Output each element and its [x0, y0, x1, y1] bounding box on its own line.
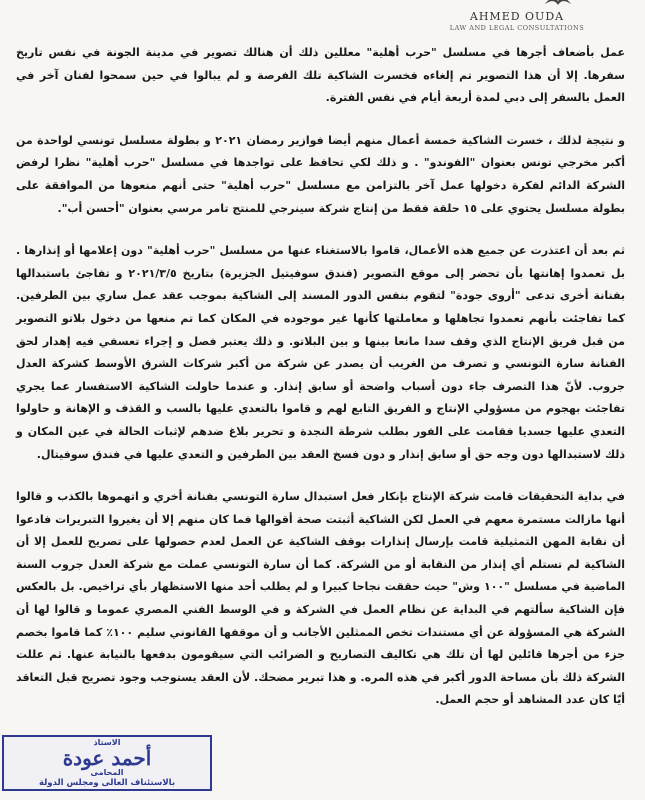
paragraph-2: و نتيجة لذلك ، خسرت الشاكية خمسة أعمال منهم أيضا فوازير رمضان ٢٠٢١ و بطولة مسلسل تونسي لواحدة من أكبر مخرجي تونس بعنوان "الفوندو" . و ذلك لكي تحافظ على تواجدها في مسلسل "حرب أهلية" نظرا لرفض الشركة الدائم لفكرة دخولها عمل آخر بالتزامن مع مسلسل "حرب أهلية" حتى أنهم منعوها من الموافقة على بطولة مسلسل يحتوي على ١٥ حلقة فقط من إنتاج شركة سينرجي للمنتج تامر مرسي بعنوان "أحسن أب".: [16, 133, 625, 215]
paragraph-3: ثم بعد أن اعتذرت عن جميع هذه الأعمال، قاموا بالاستغناء عنها من مسلسل "حرب أهلية" دون إعلامها أو إنذارها . بل تعمدوا إهانتها بأن تحضر إلى موقع التصوير (فندق سوفيتيل الجزيرة) بتاريخ ٢٠٢١/٣/٥ و تفاجئ باستبدالها بفنانة أخرى تدعى "أروى جودة" لتقوم بنفس الدور المسند إلى الشاكية بموجب عقد عمل ساري بين الطرفين. كما تفاجئت بأنهم تعمدوا تجاهلها و معاملتها كأنها غير موجوده في المكان كما تم منعها من دخول بلاتو التصوير من قبل فريق الإنتاج الذي وقف سدا مانعا بينها و بين البلاتو. و ذلك يعتبر فصل و إجراء تعسفي فيه إهدار لحق الفنانة سارة التونسي و تصرف من الغريب أن يصدر عن شركة من أكبر شركات الشرق الأوسط كشركة العدل جروب. لأنّ هذا التصرف جاء دون أسباب واضحة أو سابق إنذار. و عندما حاولت الشاكية الاستفسار عما يجري تفاجئت بهجوم من مسؤولي الإنتاج و الفريق التابع لهم و قاموا بالتعدي عليها بالسب و القذف و الإهانة و حاولوا التعدي عليها جسديا فقامت على الفور بطلب شرطة النجدة و تحرير بلاغ ضدهم لإثبات الحالة في عين المكان و ذلك لاستبدالها دون وجه حق أو سابق إنذار و دون فسخ العقد بين الطرفين و التعدي عليها في فندق سوفيتال.: [16, 244, 626, 461]
stamp-title: الاستاذ: [93, 738, 121, 747]
lawyer-stamp: [2, 735, 212, 791]
letterhead: [425, 0, 645, 34]
paragraph-1: عمل بأضعاف أجرها في مسلسل "حرب أهلية" معللين ذلك أن هنالك تصوير في مدينة الجونة في نفس تاريخ سفرها. إلا أن هذا التصوير تم إلغاءه فخسرت الشاكية تلك الفرصة و لم يبالوا في حين سمحوا لفنان آخر في العمل بالسفر إلى دبي لمدة أربعة أيام في نفس الفترة.: [16, 46, 625, 105]
stamp-court: بالاستئناف العالى ومجلس الدولة: [38, 778, 176, 788]
firm-name: AHMED OUDA: [469, 10, 565, 23]
stamp-role: المحامى: [90, 768, 124, 777]
bird-logo-icon: [543, 0, 573, 8]
stamp-name: أحمد عودة: [62, 746, 152, 770]
paragraph-4: في بداية التحقيقات قامت شركة الإنتاج بإنكار فعل استبدال سارة التونسي بفنانة أخري و اتهموها بالكذب و قالوا أنها مازالت مستمرة معهم في العمل لكن الشاكية أثبتت صحة أقوالها فما كان منهم إلا أن يغيروا التبريرات فادعوا أن نقابة المهن التمثيلية قامت بإرسال إنذارات بوقف الشاكية عن العمل لعدم حصولها على تصريح للعمل إلا أن الشاكية لم تستلم أي إنذار من النقابة أو من الشركة. كما أن سارة التونسي عملت مع شركة العدل جروب السنة الماضية في مسلسل "١٠٠ وش" حيث حققت نجاحا كبيرا و لم يطلب أحد منها الاستظهار بأي تراخيص. بل بالعكس فإن الشاكية سألتهم في البداية عن نظام العمل في الشركة و في الوسط الفني المصري عموما و قالوا لها أن الشركة هي المسؤولة عن أي مستندات تخص الممثلين الأجانب و أن موقفها القانوني سليم ١٠٠٪ كما قاموا بخصم جزء من أجرها قائلين لها أن تلك هي تكاليف التصاريح و الضرائب التي سيقومون بدفعها بالنيابة عنها. ثم عللت الشركة ذلك بأن مساحة الدور أكبر في هذه المره. و هذا تبرير مضحك. لأن العقد يستوجب وجود تصريح قبل التعاقد أيّا كان عدد المشاهد أو حجم العمل.: [16, 490, 625, 707]
firm-subtitle: LAW AND LEGAL CONSULTATIONS: [449, 24, 585, 32]
letter-body: [16, 42, 625, 800]
